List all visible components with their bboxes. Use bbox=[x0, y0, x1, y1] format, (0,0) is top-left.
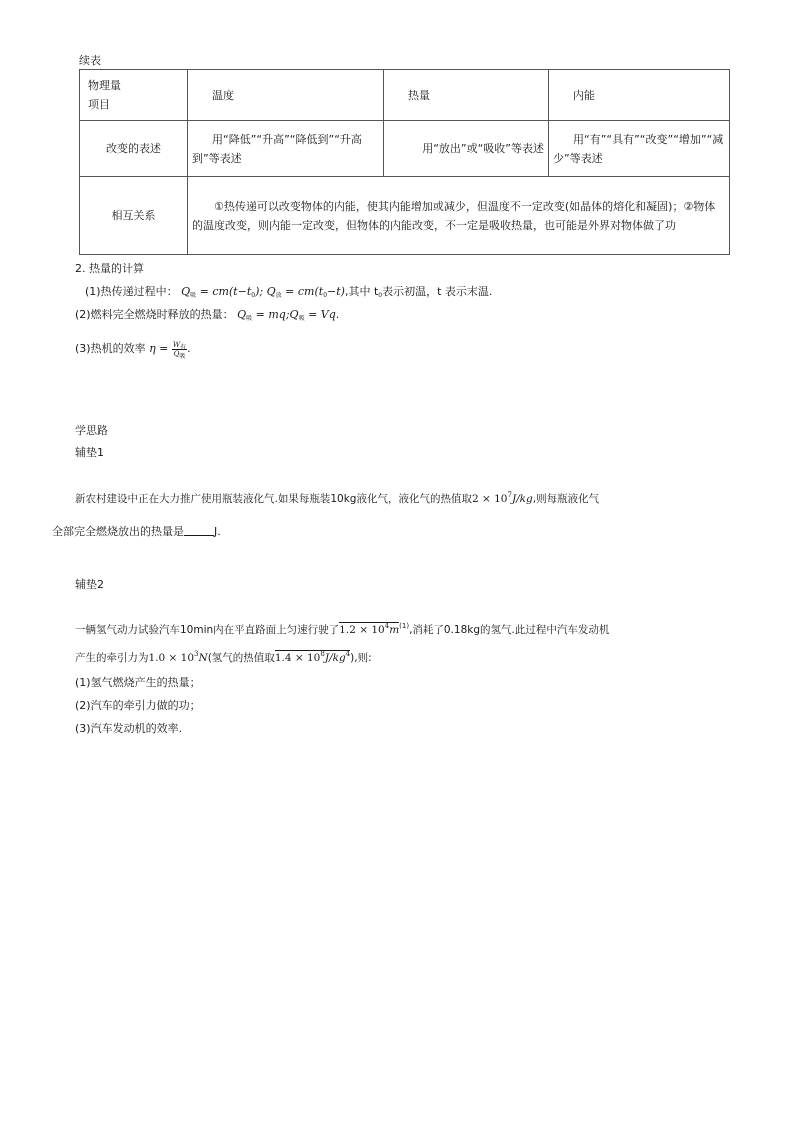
cell-heat-expression: 用“放出”或“吸收”等表述 bbox=[384, 121, 549, 177]
pad1-title: 辅垫1 bbox=[75, 446, 104, 459]
pad2-line1: 一辆氢气动力试验汽车10min内在平直路面上匀速行驶了$1.2 \times 10^4m^{(1)}$,消耗了0.18kg的氢气.此过程中汽车发动机 bbox=[75, 622, 610, 636]
answer-blank[interactable] bbox=[184, 525, 214, 536]
header-internal-energy: 内能 bbox=[549, 70, 730, 121]
header-temperature: 温度 bbox=[188, 70, 384, 121]
table-header-row bbox=[80, 70, 730, 121]
pad1-line2: 全部完全燃烧放出的热量是 J. bbox=[52, 525, 221, 538]
comparison-table bbox=[79, 69, 730, 255]
header-corner-line2: 项目 bbox=[88, 98, 110, 111]
learning-path-title: 学思路 bbox=[75, 424, 108, 437]
cell-energy-expression: 用“有”“具有”“改变”“增加”“减少”等表述 bbox=[549, 121, 730, 177]
table-row bbox=[80, 177, 730, 255]
formula-combustion: (2)燃料完全燃烧时释放的热量： $Q_吸$ = $mq;Q_吸 = Vq$. bbox=[75, 308, 340, 322]
formula-heat-transfer: (1)热传递过程中： $Q_吸 = cm(t-t_0)$; $Q_放 = cm(t_0-t)$,其中 $t_0$表示初温，t 表示末温. bbox=[85, 285, 493, 299]
section2-title: 2. 热量的计算 bbox=[75, 262, 144, 275]
pad2-question-1: (1)氢气燃烧产生的热量； bbox=[75, 676, 201, 689]
row-label-relation: 相互关系 bbox=[80, 177, 188, 255]
header-corner-line1: 物理量 bbox=[88, 79, 121, 92]
formula-efficiency: (3)热机的效率 η = $\frac{W_有}{Q_吸}$ . bbox=[75, 340, 191, 360]
formula-absorb: $Q_吸 = cm(t-t_0)$; bbox=[181, 285, 264, 299]
pad2-title: 辅垫2 bbox=[75, 578, 104, 591]
formula-release: $Q_放 = cm(t_0-t)$ bbox=[266, 285, 345, 299]
continued-label: 续表 bbox=[79, 54, 101, 67]
header-heat: 热量 bbox=[384, 70, 549, 121]
row-label-expression: 改变的表述 bbox=[80, 121, 188, 177]
pad2-question-2: (2)汽车的牵引力做的功； bbox=[75, 699, 201, 712]
cell-relation-merged: ①热传递可以改变物体的内能，使其内能增加或减少，但温度不一定改变(如晶体的熔化和凝固)；②物体的温度改变，则内能一定改变，但物体的内能改变，不一定是吸收热量，也可能是外界对物体做了功 bbox=[188, 177, 730, 255]
pad2-question-3: (3)汽车发动机的效率. bbox=[75, 722, 183, 735]
cell-temperature-expression: 用“降低”“升高”“降低到”“升高到”等表述 bbox=[188, 121, 384, 177]
header-corner-cell bbox=[80, 70, 188, 121]
efficiency-fraction: $\frac{W_有}{Q_吸}$ bbox=[172, 340, 187, 360]
pad1-line1: 新农村建设中正在大力推广使用瓶装液化气.如果每瓶装10kg液化气，液化气的热值取$2 \times 10^7J/kg$,则每瓶液化气 bbox=[75, 491, 600, 505]
footnote-marker: (1) bbox=[399, 622, 410, 630]
pad2-line2: 产生的牵引力为$1.0 \times 10^3N$(氢气的热值取$1.4 \times 10^8J/kg^4$),则: bbox=[75, 650, 372, 664]
table-row bbox=[80, 121, 730, 177]
